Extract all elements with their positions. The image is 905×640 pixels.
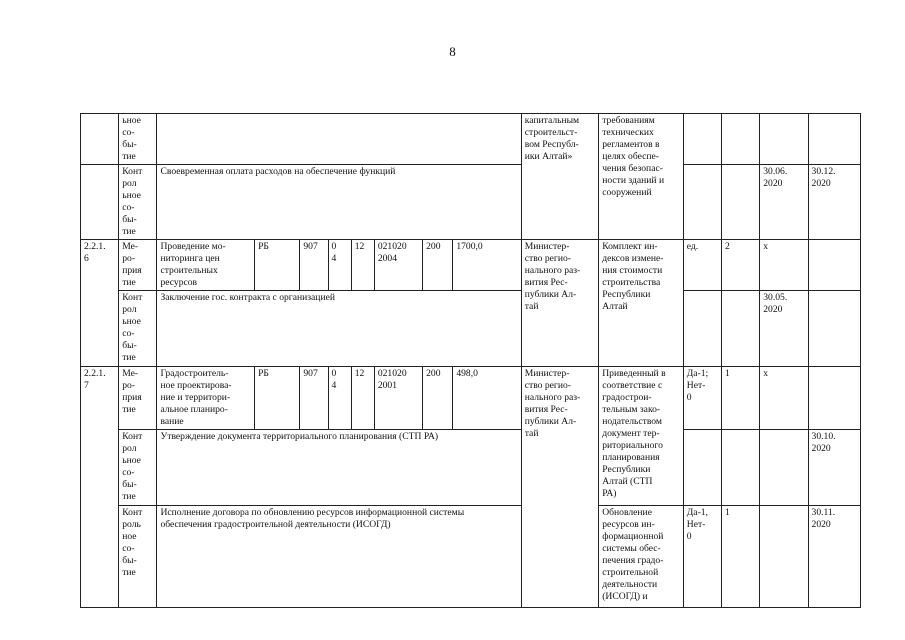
date-start-cell <box>760 114 808 165</box>
unit-cell: ед. <box>683 240 721 291</box>
type-cell: Ме- ро- прия тие <box>119 240 157 291</box>
table-row <box>81 506 861 608</box>
rz-cell: 0 4 <box>328 367 351 430</box>
date-start-cell: 30.05. 2020 <box>760 291 808 367</box>
name-cell: Утверждение документа территориального планирования (СТП РА) <box>157 430 521 506</box>
date-end-cell <box>808 240 860 291</box>
date-start-cell: х <box>760 367 808 430</box>
date-start-cell <box>760 506 808 608</box>
type-cell: ьное со- бы- тие <box>119 114 157 165</box>
pr-cell: 12 <box>351 367 374 430</box>
date-start-cell <box>760 430 808 506</box>
date-start-cell: 30.06. 2020 <box>760 165 808 240</box>
grbs-cell: 907 <box>300 240 328 291</box>
date-end-cell <box>808 291 860 367</box>
name-cell <box>157 114 521 165</box>
vr-cell: 200 <box>423 240 453 291</box>
table-row <box>81 430 861 506</box>
unit-cell <box>683 114 721 165</box>
result-cell: Приведенный в соответствие с градострои- тельным зако- нодательством документ тер- риториального планирования Республики Алтай (СТП РА) <box>599 367 684 506</box>
unit-cell <box>683 165 721 240</box>
table-row <box>81 291 861 367</box>
unit-cell <box>683 430 721 506</box>
amount-cell: 498,0 <box>453 367 521 430</box>
result-cell: требованиям технических регламентов в целях обеспе- чения безопас- ности зданий и сооружений <box>599 114 684 240</box>
value-cell: 2 <box>722 240 760 291</box>
page-number: 8 <box>449 44 456 59</box>
type-cell: Конт рол ьное со- бы- тие <box>119 165 157 240</box>
unit-cell: Да-1; Нет- 0 <box>683 367 721 430</box>
value-cell <box>722 114 760 165</box>
unit-cell: Да-1, Нет- 0 <box>683 506 721 608</box>
date-end-cell <box>808 114 860 165</box>
plan-table <box>80 113 861 608</box>
value-cell: 1 <box>722 367 760 430</box>
type-cell: Ме- ро- прия тие <box>119 367 157 430</box>
amount-cell: 1700,0 <box>453 240 521 291</box>
num-cell: 2.2.1. 6 <box>81 240 119 367</box>
date-end-cell: 30.10. 2020 <box>808 430 860 506</box>
vr-cell: 200 <box>423 367 453 430</box>
table-row <box>81 367 861 430</box>
num-cell <box>81 114 119 165</box>
type-cell: Конт рол ьное со- бы- тие <box>119 430 157 506</box>
value-cell: 1 <box>722 506 760 608</box>
grbs-cell: 907 <box>300 367 328 430</box>
name-cell: Заключение гос. контракта с организацией <box>157 291 521 367</box>
type-cell: Конт роль ное со- бы- тие <box>119 506 157 608</box>
result-cell: Комплект ин- дексов измене- ния стоимости строительства Республики Алтай <box>599 240 684 367</box>
date-end-cell: 30.12. 2020 <box>808 165 860 240</box>
value-cell <box>722 165 760 240</box>
executor-cell: Министер- ство регио- нального раз- вития Рес- публики Ал- тай <box>521 240 598 367</box>
budget-cell: РБ <box>255 240 300 291</box>
date-end-cell: 30.11. 2020 <box>808 506 860 608</box>
value-cell <box>722 291 760 367</box>
value-cell <box>722 430 760 506</box>
table-row <box>81 114 861 165</box>
pr-cell: 12 <box>351 240 374 291</box>
name-cell: Проведение мо- ниторинга цен строительных ресурсов <box>157 240 255 291</box>
csr-cell: 021020 2001 <box>374 367 422 430</box>
executor-cell: капитальным строительст- вом Республ- ики Алтай» <box>521 114 598 240</box>
csr-cell: 021020 2004 <box>374 240 422 291</box>
name-cell: Своевременная оплата расходов на обеспечение функций <box>157 165 521 240</box>
date-end-cell <box>808 367 860 430</box>
budget-cell: РБ <box>255 367 300 430</box>
num-cell <box>81 165 119 240</box>
rz-cell: 0 4 <box>328 240 351 291</box>
unit-cell <box>683 291 721 367</box>
name-cell: Градостроитель- ное проектирова- ние и территори- альное планиро- вание <box>157 367 255 430</box>
type-cell: Конт рол ьное со- бы- тие <box>119 291 157 367</box>
num-cell: 2.2.1. 7 <box>81 367 119 608</box>
result-cell: Обновление ресурсов ин- формационной системы обес- печения градо- строительной деятельности (ИСОГД) и <box>599 506 684 608</box>
table-row <box>81 165 861 240</box>
table-row <box>81 240 861 291</box>
executor-cell: Министер- ство регио- нального раз- вития Рес- публики Ал- тай <box>521 367 598 608</box>
name-cell: Исполнение договора по обновлению ресурсов информационной системы обеспечения градостроительной деятельности (ИСОГД) <box>157 506 521 608</box>
date-start-cell: х <box>760 240 808 291</box>
